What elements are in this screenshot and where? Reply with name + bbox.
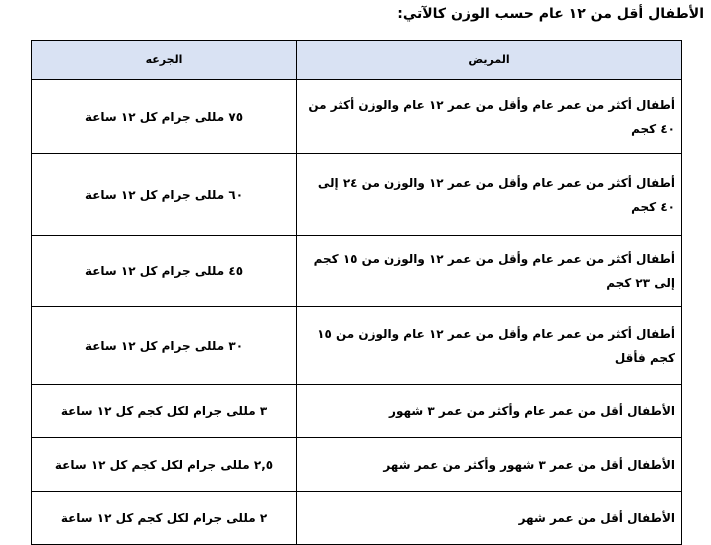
dose-cell: ٤٥ مللى جرام كل ١٢ ساعة (32, 236, 297, 307)
dose-cell: ٣٠ مللى جرام كل ١٢ ساعة (32, 307, 297, 385)
dosage-table (31, 40, 682, 545)
table-row (32, 438, 682, 492)
patient-cell: أطفال أكثر من عمر عام وأقل من عمر ١٢ عام والوزن من ١٥ كجم فأقل (297, 307, 682, 385)
table-row (32, 80, 682, 154)
table-row (32, 307, 682, 385)
table-row (32, 154, 682, 236)
table-row (32, 385, 682, 438)
table-row (32, 236, 682, 307)
patient-cell: الأطفال أقل من عمر شهر (297, 492, 682, 545)
patient-cell: أطفال أكثر من عمر عام وأقل من عمر ١٢ والوزن من ١٥ كجم إلى ٢٣ كجم (297, 236, 682, 307)
patient-cell: أطفال أكثر من عمر عام وأقل من عمر ١٢ عام والوزن أكثر من ٤٠ كجم (297, 80, 682, 154)
patient-cell: الأطفال أقل من عمر عام وأكثر من عمر ٣ شهور (297, 385, 682, 438)
patient-column-header: المريض (297, 41, 682, 80)
patient-cell: أطفال أكثر من عمر عام وأقل من عمر ١٢ والوزن من ٢٤ إلى ٤٠ كجم (297, 154, 682, 236)
table-row (32, 492, 682, 545)
page-heading: الأطفال أقل من ١٢ عام حسب الوزن كالآتي: (397, 6, 704, 22)
table-header-row (32, 41, 682, 80)
dose-column-header: الجرعه (32, 41, 297, 80)
dose-cell: ٢ مللى جرام لكل كجم كل ١٢ ساعة (32, 492, 297, 545)
patient-cell: الأطفال أقل من عمر ٣ شهور وأكثر من عمر شهر (297, 438, 682, 492)
dose-cell: ٦٠ مللى جرام كل ١٢ ساعة (32, 154, 297, 236)
dose-cell: ٢,٥ مللى جرام لكل كجم كل ١٢ ساعة (32, 438, 297, 492)
dose-cell: ٧٥ مللى جرام كل ١٢ ساعة (32, 80, 297, 154)
dose-cell: ٣ مللى جرام لكل كجم كل ١٢ ساعة (32, 385, 297, 438)
